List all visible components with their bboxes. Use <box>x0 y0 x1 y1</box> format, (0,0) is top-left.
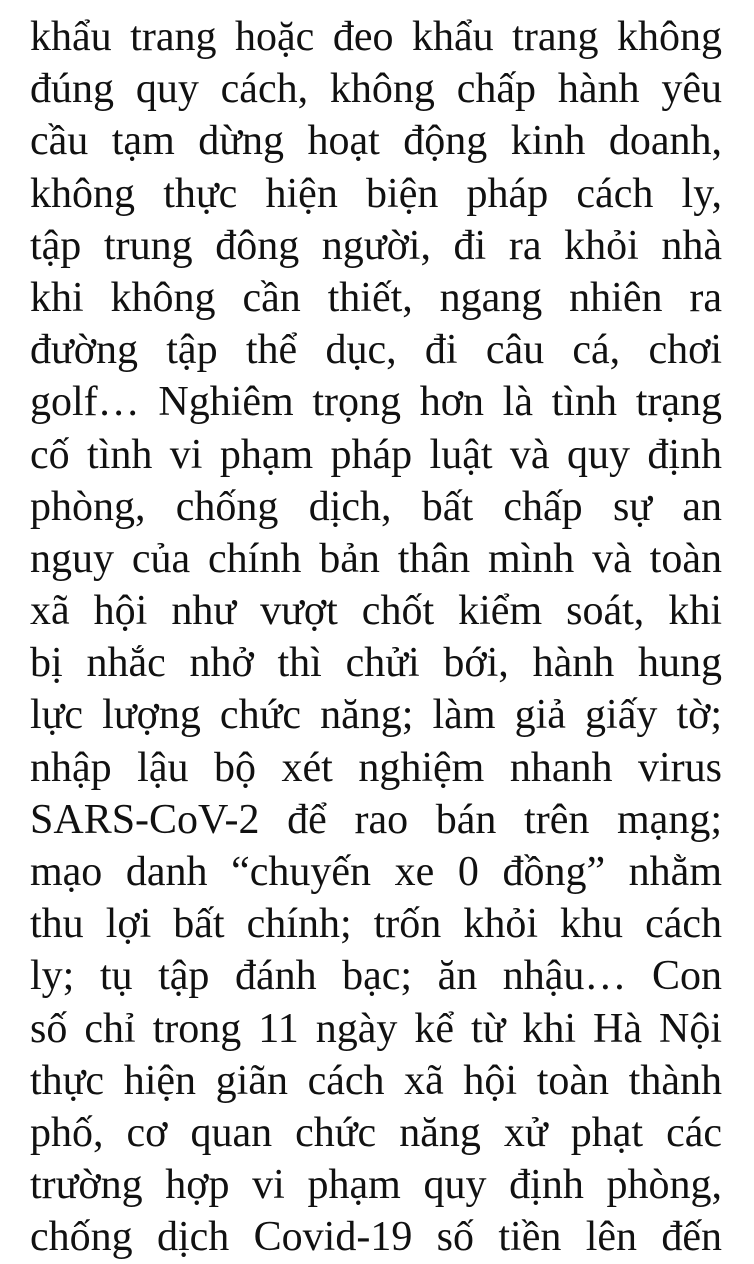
article-text-line: thực hiện giãn cách xã hội toàn thành <box>30 1057 722 1104</box>
article-text-column <box>30 11 722 1264</box>
article-text-line: cố tình vi phạm pháp luật và quy định <box>30 431 722 478</box>
article-text-line: tập trung đông người, đi ra khỏi nhà <box>30 222 722 269</box>
article-text-line: không thực hiện biện pháp cách ly, <box>30 170 722 217</box>
article-text-line: lực lượng chức năng; làm giả giấy tờ; <box>30 692 722 739</box>
article-text-line: chống dịch Covid-19 số tiền lên đến <box>30 1214 722 1261</box>
article-text-line: đúng quy cách, không chấp hành yêu <box>30 66 722 113</box>
article-text-line: bị nhắc nhở thì chửi bới, hành hung <box>30 640 722 687</box>
article-text-line: nguy của chính bản thân mình và toàn <box>30 535 722 582</box>
article-text-line: SARS-CoV-2 để rao bán trên mạng; <box>30 796 722 843</box>
article-text-line: thu lợi bất chính; trốn khỏi khu cách <box>30 901 722 948</box>
article-text-line: khẩu trang hoặc đeo khẩu trang không <box>30 14 722 60</box>
article-text-line: phòng, chống dịch, bất chấp sự an <box>30 483 722 530</box>
article-text-line: đường tập thể dục, đi câu cá, chơi <box>30 327 722 374</box>
article-text-line: xã hội như vượt chốt kiểm soát, khi <box>30 588 722 635</box>
article-text-line: cầu tạm dừng hoạt động kinh doanh, <box>30 118 722 165</box>
article-text-line: mạo danh “chuyến xe 0 đồng” nhằm <box>30 849 722 895</box>
article-text-line: trường hợp vi phạm quy định phòng, <box>30 1162 722 1209</box>
article-text-line: nhập lậu bộ xét nghiệm nhanh virus <box>30 744 722 791</box>
article-text-line: phố, cơ quan chức năng xử phạt các <box>30 1109 722 1156</box>
article-text-line: golf… Nghiêm trọng hơn là tình trạng <box>30 379 722 426</box>
article-text-line: ly; tụ tập đánh bạc; ăn nhậu… Con <box>30 953 722 1000</box>
article-text-line: khi không cần thiết, ngang nhiên ra <box>30 274 722 321</box>
article-text-line: số chỉ trong 11 ngày kể từ khi Hà Nội <box>30 1005 722 1052</box>
